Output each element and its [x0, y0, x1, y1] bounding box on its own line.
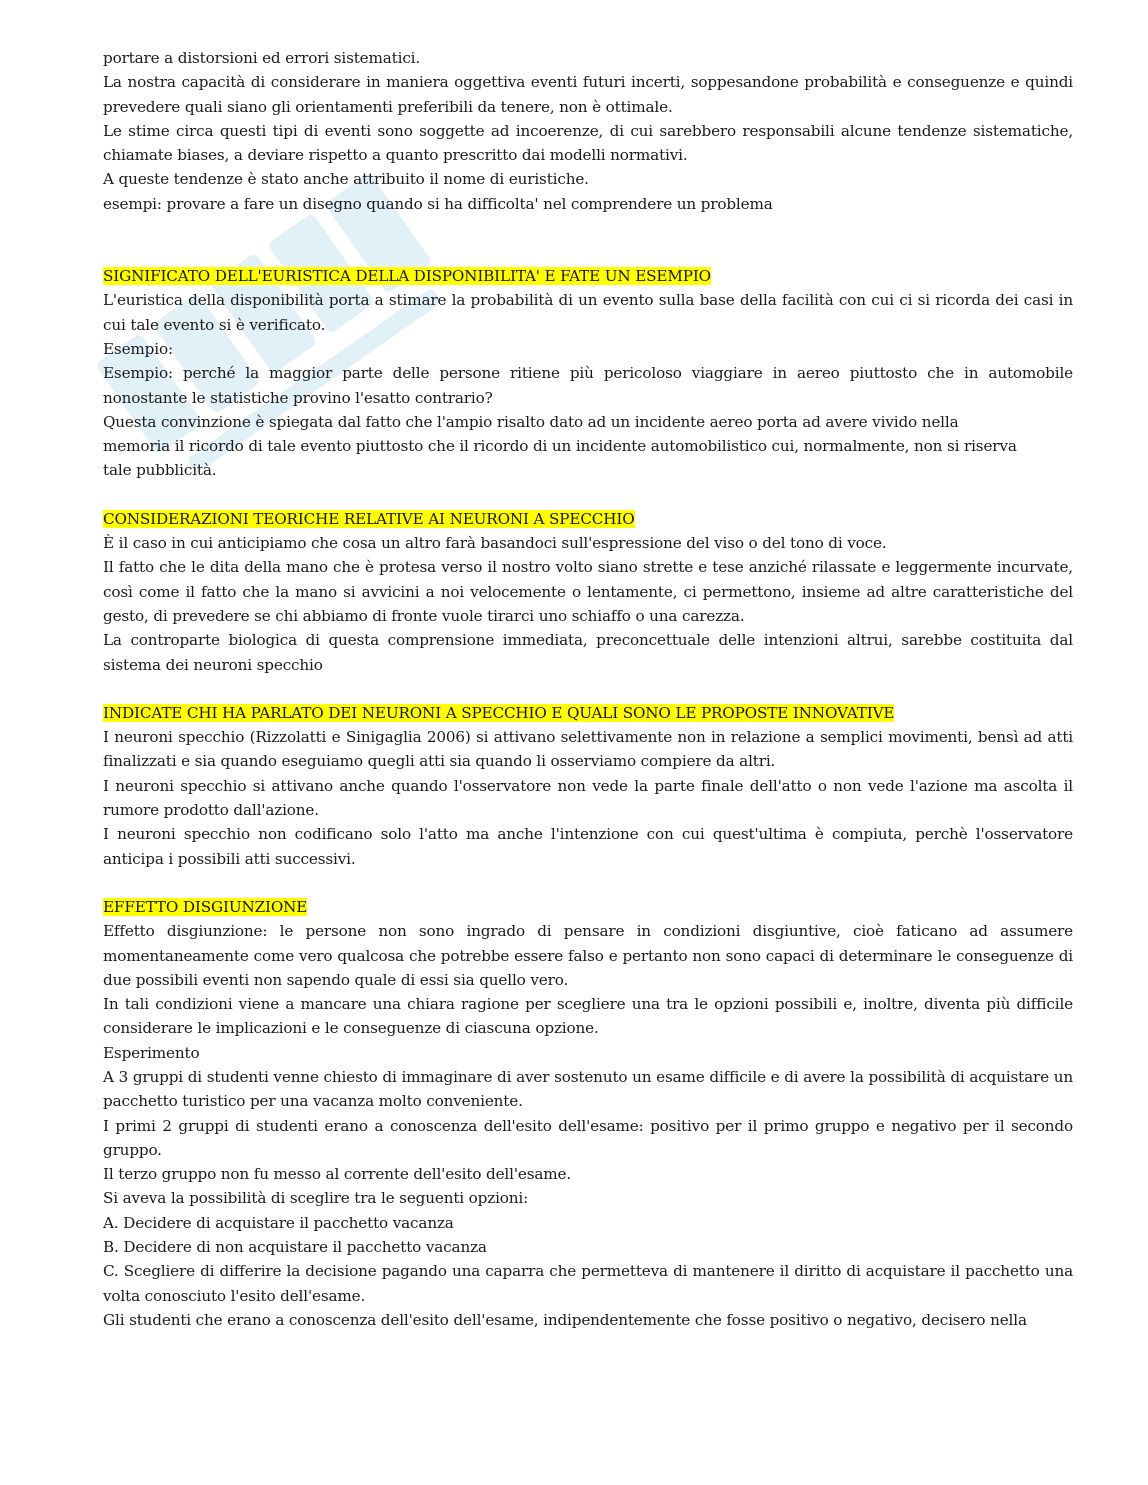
section3-paragraph: I neuroni specchio non codificano solo l'atto ma anche l'intenzione con cui quest'ultima è compiuta, perchè l'osservatore anticipa i possibili atti successivi.	[103, 825, 1073, 868]
section4-paragraph: Esperimento	[103, 1043, 200, 1062]
section3-paragraph: I neuroni specchio (Rizzolatti e Sinigaglia 2006) si attivano selettivamente non in relazione a semplici movimenti, bensì ad atti finalizzati e sia quando eseguiamo quegli atti sia quando li osserviamo compiere da altri.	[103, 728, 1073, 771]
section1-paragraph: memoria il ricordo di tale evento piuttosto che il ricordo di un incidente automobilistico cui, normalmente, non si riserva	[103, 437, 1017, 456]
section-heading-mirror-authors: INDICATE CHI HA PARLATO DEI NEURONI A SPECCHIO E QUALI SONO LE PROPOSTE INNOVATIVE	[103, 703, 895, 722]
section1-paragraph: Questa convinzione è spiegata dal fatto che l'ampio risalto dato ad un incidente aereo porta ad avere vivido nella	[103, 412, 959, 431]
intro-paragraph: La nostra capacità di considerare in maniera oggettiva eventi futuri incerti, soppesandone probabilità e conseguenze e quindi prevedere quali siano gli orientamenti preferibili da tenere, non è ottimale.	[103, 73, 1073, 116]
section1-paragraph: tale pubblicità.	[103, 461, 217, 480]
section1-paragraph: Esempio: perché la maggior parte delle persone ritiene più pericoloso viaggiare in aereo piuttosto che in automobile nonostante le statistiche provino l'esatto contrario?	[103, 364, 1073, 407]
section4-paragraph: A 3 gruppi di studenti venne chiesto di immaginare di aver sostenuto un esame difficile e di avere la possibilità di acquistare un pacchetto turistico per una vacanza molto conveniente.	[103, 1067, 1073, 1111]
section2-paragraph: Il fatto che le dita della mano che è protesa verso il nostro volto siano strette e tese anziché rilassate e leggermente incurvate, così come il fatto che la mano si avvicini a noi velocemente o lentamente, ci permettono, insieme ad altre caratteristiche del gesto, di prevedere se chi abbiamo di fronte vuole tirarci uno schiaffo o una carezza.	[103, 558, 1073, 625]
option-a: A. Decidere di acquistare il pacchetto vacanza	[103, 1213, 454, 1232]
section4-paragraph: In tali condizioni viene a mancare una chiara ragione per scegliere una tra le opzioni possibili e, inoltre, diventa più difficile considerare le implicazioni e le conseguenze di ciascuna opzione.	[103, 995, 1073, 1038]
intro-paragraph: A queste tendenze è stato anche attribuito il nome di euristiche.	[103, 170, 589, 189]
intro-paragraph: portare a distorsioni ed errori sistematici.	[103, 49, 421, 67]
section4-paragraph: Si aveva la possibilità di sceglire tra le seguenti opzioni:	[103, 1189, 529, 1208]
section4-paragraph: Effetto disgiunzione: le persone non sono ingrado di pensare in condizioni disgiuntive, cioè faticano ad assumere momentaneamente come vero qualcosa che potrebbe essere falso e pertanto non sono capaci di determinare le conseguenze di due possibili eventi non sapendo quale di essi sia quello vero.	[103, 922, 1073, 989]
section1-paragraph: Esempio:	[103, 339, 173, 358]
section4-paragraph: Gli studenti che erano a conoscenza dell'esito dell'esame, indipendentemente che fosse positivo o negativo, decisero nella	[103, 1310, 1027, 1329]
section2-paragraph: È il caso in cui anticipiamo che cosa un altro farà basandoci sull'espressione del viso o del tono di voce.	[103, 534, 887, 553]
section1-paragraph: L'euristica della disponibilità porta a stimare la probabilità di un evento sulla base della facilità con cui ci si ricorda dei casi in cui tale evento si è verificato.	[103, 291, 1073, 334]
section4-paragraph: I primi 2 gruppi di studenti erano a conoscenza dell'esito dell'esame: positivo per il primo gruppo e negativo per il secondo gruppo.	[103, 1116, 1073, 1159]
section4-paragraph: Il terzo gruppo non fu messo al corrente dell'esito dell'esame.	[103, 1165, 572, 1184]
section2-paragraph: La controparte biologica di questa comprensione immediata, preconcettuale delle intenzioni altrui, sarebbe costituita dal sistema dei neuroni specchio	[103, 631, 1073, 674]
option-b: B. Decidere di non acquistare il pacchetto vacanza	[103, 1238, 487, 1257]
section-heading-availability: SIGNIFICATO DELL'EURISTICA DELLA DISPONIBILITA' E FATE UN ESEMPIO	[103, 267, 711, 286]
section-heading-mirror-theory: CONSIDERAZIONI TEORICHE RELATIVE AI NEURONI A SPECCHIO	[103, 509, 635, 528]
section-heading-disjunction: EFFETTO DISGIUNZIONE	[103, 897, 308, 916]
intro-paragraph: esempi: provare a fare un disegno quando si ha difficolta' nel comprendere un problema	[103, 194, 773, 213]
document-page	[103, 46, 1073, 1332]
option-c: C. Scegliere di differire la decisione pagando una caparra che permetteva di mantenere il diritto di acquistare il pacchetto una volta conosciuto l'esito dell'esame.	[103, 1262, 1073, 1305]
intro-paragraph: Le stime circa questi tipi di eventi sono soggette ad incoerenze, di cui sarebbero responsabili alcune tendenze sistematiche, chiamate biases, a deviare rispetto a quanto prescritto dai modelli normativi.	[103, 121, 1073, 165]
section3-paragraph: I neuroni specchio si attivano anche quando l'osservatore non vede la parte finale dell'atto o non vede l'azione ma ascolta il rumore prodotto dall'azione.	[103, 776, 1073, 820]
